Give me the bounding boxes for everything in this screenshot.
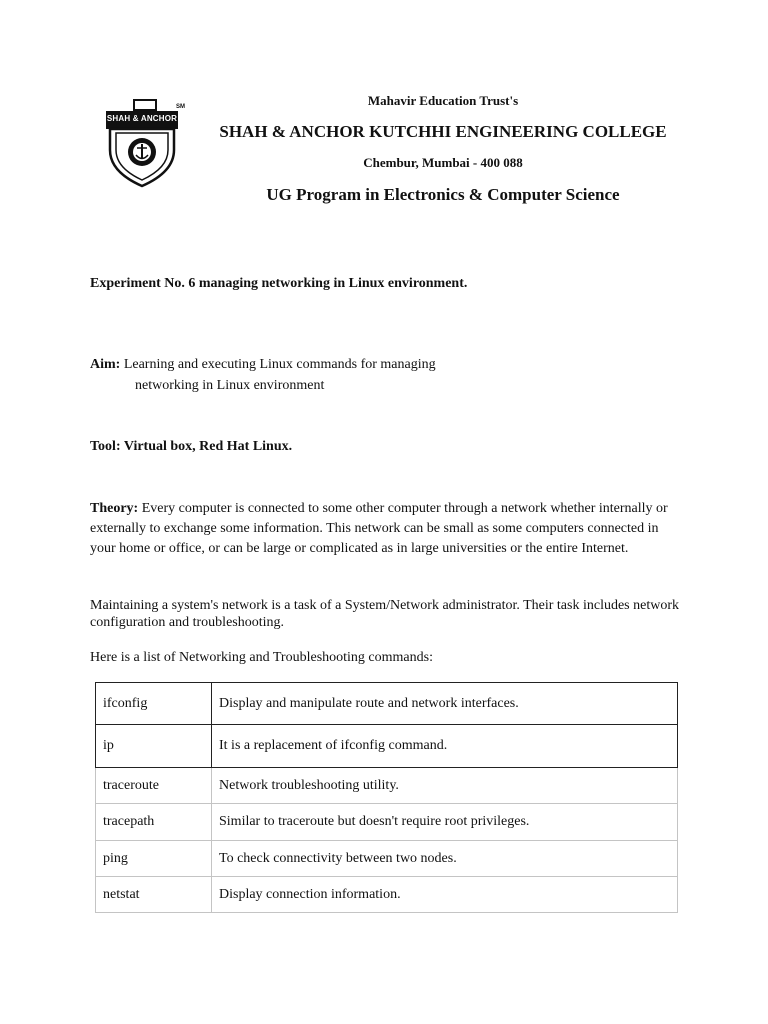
- college-address: Chembur, Mumbai - 400 088: [363, 155, 523, 170]
- command-name: ip: [96, 725, 212, 768]
- command-name: ifconfig: [96, 683, 212, 725]
- list-intro: Here is a list of Networking and Troubleshooting commands:: [90, 650, 433, 665]
- command-description: Display connection information.: [212, 877, 678, 913]
- aim-text-2: networking in Linux environment: [135, 378, 325, 393]
- table-row: [96, 725, 678, 768]
- command-description: It is a replacement of ifconfig command.: [212, 725, 678, 768]
- table-row: [96, 877, 678, 913]
- command-description: To check connectivity between two nodes.: [212, 841, 678, 877]
- experiment-title: Experiment No. 6 managing networking in Linux environment.: [90, 276, 468, 291]
- logo-banner-text: SHAH & ANCHOR: [106, 114, 178, 123]
- logo-sm-mark: SM: [176, 104, 185, 110]
- theory-text: Every computer is connected to some other computer through a network whether internally or externally to exchange some information. This network can be small as some computers connected in your home or office, or can be large or complicated as in large universities or the entire Internet.: [90, 501, 668, 556]
- table-row: [96, 768, 678, 804]
- commands-table: [95, 682, 678, 913]
- trust-name: Mahavir Education Trust's: [367, 93, 519, 108]
- command-description: Display and manipulate route and network interfaces.: [212, 683, 678, 725]
- aim-label: Aim:: [90, 357, 121, 372]
- aim-text-1: Learning and executing Linux commands for managing: [123, 357, 436, 372]
- aim-line-1: [90, 355, 436, 375]
- command-name: tracepath: [96, 804, 212, 841]
- command-name: ping: [96, 841, 212, 877]
- program-title: UG Program in Electronics & Computer Science: [266, 185, 620, 204]
- theory-label: Theory:: [90, 501, 139, 516]
- college-logo: [104, 98, 190, 188]
- command-description: Network troubleshooting utility.: [212, 768, 678, 804]
- theory-paragraph: [90, 499, 680, 559]
- table-row: [96, 804, 678, 841]
- shield-logo-icon: [104, 98, 190, 188]
- table-row: [96, 841, 678, 877]
- command-name: netstat: [96, 877, 212, 913]
- command-name: traceroute: [96, 768, 212, 804]
- table-row: [96, 683, 678, 725]
- command-description: Similar to traceroute but doesn't require root privileges.: [212, 804, 678, 841]
- tool-line: Tool: Virtual box, Red Hat Linux.: [90, 439, 293, 454]
- maintain-paragraph: Maintaining a system's network is a task of a System/Network administrator. Their task includes network configuration and troubleshooting.: [90, 598, 679, 630]
- college-name: SHAH & ANCHOR KUTCHHI ENGINEERING COLLEGE: [219, 122, 667, 141]
